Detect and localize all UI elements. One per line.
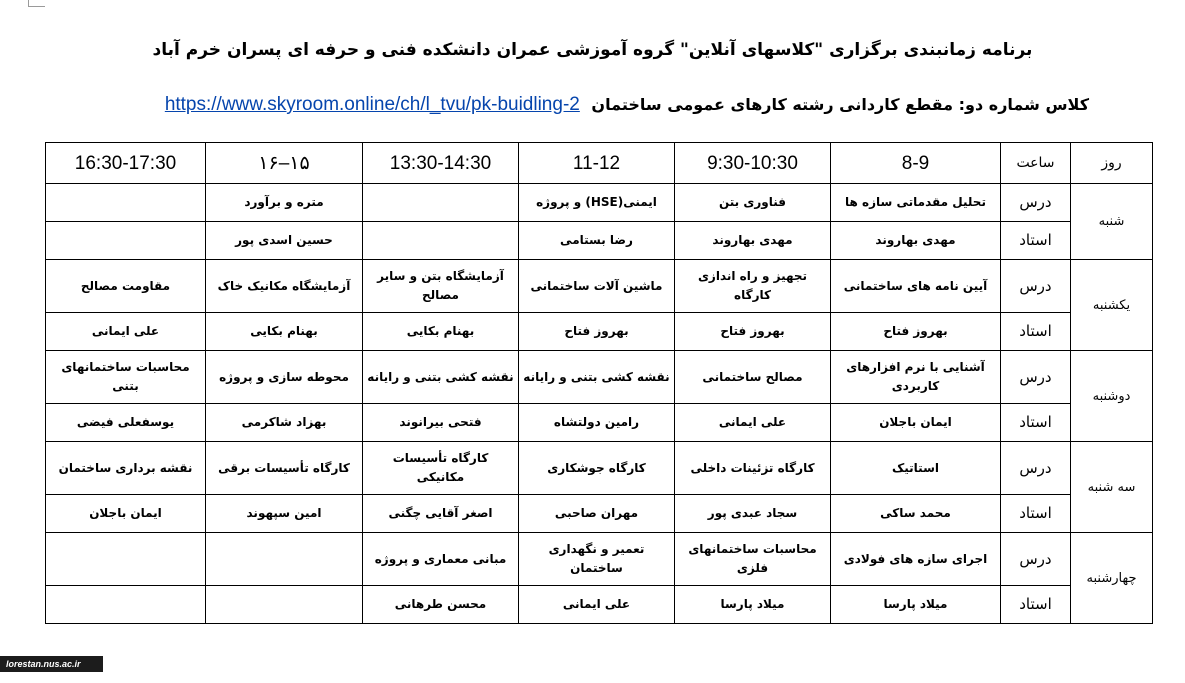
row-type-teacher: استاد	[1001, 313, 1071, 351]
table-row	[46, 533, 1153, 586]
table-row	[46, 313, 1153, 351]
row-type-teacher: استاد	[1001, 404, 1071, 442]
teacher-cell	[363, 222, 519, 260]
class-info	[165, 94, 1089, 116]
skyroom-link[interactable]: https://www.skyroom.online/ch/l_tvu/pk-buidling-2	[164, 94, 580, 115]
teacher-cell: رامین دولتشاه	[519, 404, 675, 442]
schedule-table	[45, 142, 1153, 624]
course-cell: کارگاه تزئینات داخلی	[675, 442, 831, 495]
day-cell: شنبه	[1071, 184, 1153, 260]
teacher-cell: اصغر آقایی چگنی	[363, 495, 519, 533]
course-cell: ایمنی(HSE) و پروژه	[519, 184, 675, 222]
course-cell: ماشین آلات ساختمانی	[519, 260, 675, 313]
teacher-cell: ایمان باجلان	[831, 404, 1001, 442]
course-cell: مبانی معماری و پروژه	[363, 533, 519, 586]
teacher-cell: محمد ساکی	[831, 495, 1001, 533]
header-day: روز	[1071, 143, 1153, 184]
course-cell: کارگاه تأسیسات برقی	[206, 442, 363, 495]
course-cell: محوطه سازی و پروژه	[206, 351, 363, 404]
teacher-cell: یوسفعلی فیضی	[46, 404, 206, 442]
teacher-cell: میلاد پارسا	[675, 586, 831, 624]
teacher-cell: علی ایمانی	[519, 586, 675, 624]
header-slot: 9:30-10:30	[675, 143, 831, 184]
course-cell: آشنایی با نرم افزارهای کاربردی	[831, 351, 1001, 404]
course-cell	[46, 184, 206, 222]
teacher-cell: بهنام بکایی	[206, 313, 363, 351]
teacher-cell: بهروز فتاح	[519, 313, 675, 351]
teacher-cell: مهران صاحبی	[519, 495, 675, 533]
teacher-cell: مهدی بهاروند	[831, 222, 1001, 260]
table-row	[46, 404, 1153, 442]
teacher-cell: محسن طرهانی	[363, 586, 519, 624]
table-row	[46, 260, 1153, 313]
course-cell: نقشه کشی بتنی و رایانه	[363, 351, 519, 404]
course-cell: آزمایشگاه مکانیک خاک	[206, 260, 363, 313]
table-row	[46, 222, 1153, 260]
site-watermark: lorestan.nus.ac.ir	[0, 656, 103, 672]
course-cell: نقشه برداری ساختمان	[46, 442, 206, 495]
course-cell: فناوری بتن	[675, 184, 831, 222]
teacher-cell: بهروز فتاح	[831, 313, 1001, 351]
page-title: برنامه زمانبندی برگزاری "کلاسهای آنلاین" گروه آموزشی عمران دانشکده فنی و حرفه ای پسران خرم آباد	[152, 40, 1033, 60]
header-row	[46, 143, 1153, 184]
course-cell: آزمایشگاه بتن و سایر مصالح	[363, 260, 519, 313]
teacher-cell: حسین اسدی پور	[206, 222, 363, 260]
table-row	[46, 184, 1153, 222]
row-type-teacher: استاد	[1001, 222, 1071, 260]
teacher-cell	[46, 586, 206, 624]
course-cell: مقاومت مصالح	[46, 260, 206, 313]
table-row	[46, 351, 1153, 404]
day-cell: چهارشنبه	[1071, 533, 1153, 624]
teacher-cell: علی ایمانی	[675, 404, 831, 442]
table-row	[46, 442, 1153, 495]
header-slot: 8-9	[831, 143, 1001, 184]
header-slot: 11-12	[519, 143, 675, 184]
row-type-course: درس	[1001, 351, 1071, 404]
teacher-cell: علی ایمانی	[46, 313, 206, 351]
teacher-cell: میلاد پارسا	[831, 586, 1001, 624]
course-cell: محاسبات ساختمانهای فلزی	[675, 533, 831, 586]
teacher-cell: بهزاد شاکرمی	[206, 404, 363, 442]
teacher-cell: سجاد عبدی پور	[675, 495, 831, 533]
class-info-label: کلاس شماره دو: مقطع کاردانی رشته کارهای عمومی ساختمان	[591, 95, 1089, 114]
teacher-cell: مهدی بهاروند	[675, 222, 831, 260]
course-cell: متره و برآورد	[206, 184, 363, 222]
day-cell: سه شنبه	[1071, 442, 1153, 533]
course-cell: تعمیر و نگهداری ساختمان	[519, 533, 675, 586]
teacher-cell: بهنام بکایی	[363, 313, 519, 351]
course-cell: مصالح ساختمانی	[675, 351, 831, 404]
teacher-cell: امین سپهوند	[206, 495, 363, 533]
teacher-cell: بهروز فتاح	[675, 313, 831, 351]
header-time: ساعت	[1001, 143, 1071, 184]
course-cell: نقشه کشی بتنی و رایانه	[519, 351, 675, 404]
header-slot: ۱۵–۱۶	[206, 143, 363, 184]
teacher-cell: رضا بستامی	[519, 222, 675, 260]
course-cell	[46, 533, 206, 586]
course-cell: محاسبات ساختمانهای بتنی	[46, 351, 206, 404]
header-slot: 16:30-17:30	[46, 143, 206, 184]
header-slot: 13:30-14:30	[363, 143, 519, 184]
course-cell: کارگاه جوشکاری	[519, 442, 675, 495]
row-type-teacher: استاد	[1001, 586, 1071, 624]
page-corner-mark	[28, 0, 45, 7]
teacher-cell: ایمان باجلان	[46, 495, 206, 533]
row-type-course: درس	[1001, 442, 1071, 495]
course-cell	[206, 533, 363, 586]
table-row	[46, 586, 1153, 624]
course-cell: کارگاه تأسیسات مکانیکی	[363, 442, 519, 495]
row-type-course: درس	[1001, 260, 1071, 313]
course-cell: اجرای سازه های فولادی	[831, 533, 1001, 586]
teacher-cell: فتحی بیرانوند	[363, 404, 519, 442]
course-cell: استاتیک	[831, 442, 1001, 495]
course-cell: تجهیز و راه اندازی کارگاه	[675, 260, 831, 313]
day-cell: یکشنبه	[1071, 260, 1153, 351]
course-cell: تحلیل مقدماتی سازه ها	[831, 184, 1001, 222]
row-type-teacher: استاد	[1001, 495, 1071, 533]
row-type-course: درس	[1001, 184, 1071, 222]
table-row	[46, 495, 1153, 533]
day-cell: دوشنبه	[1071, 351, 1153, 442]
teacher-cell	[46, 222, 206, 260]
course-cell: آیین نامه های ساختمانی	[831, 260, 1001, 313]
teacher-cell	[206, 586, 363, 624]
course-cell	[363, 184, 519, 222]
row-type-course: درس	[1001, 533, 1071, 586]
